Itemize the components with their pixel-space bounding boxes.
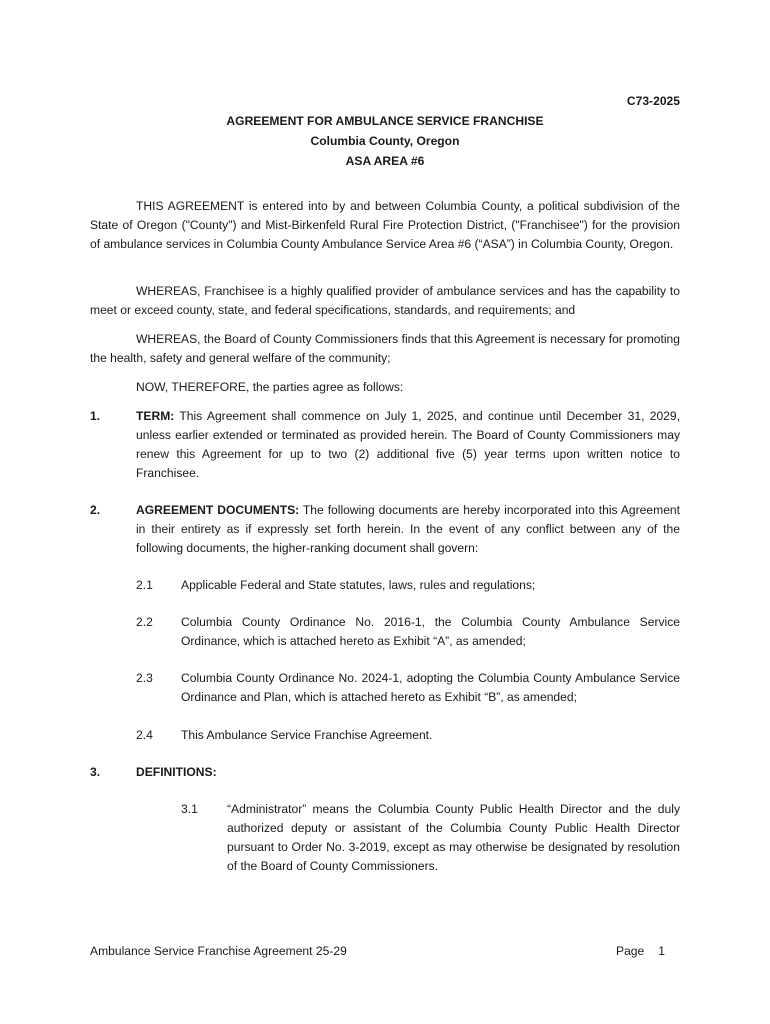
item-2-2-number: 2.2 — [136, 615, 153, 629]
agreement-title: AGREEMENT FOR AMBULANCE SERVICE FRANCHISE — [226, 114, 544, 128]
area-title: ASA AREA #6 — [345, 154, 425, 168]
section-2-heading: AGREEMENT DOCUMENTS: — [136, 503, 300, 517]
item-2-2-text: Columbia County Ordinance No. 2016-1, the Columbia County Ambulance Service Ordinance, which is attached hereto as Exhibit “A”, as amended; — [181, 615, 680, 648]
section-2-number: 2. — [90, 503, 101, 517]
footer-page — [616, 942, 665, 961]
item-2-4-text: This Ambulance Service Franchise Agreement. — [181, 728, 433, 742]
item-2-1-number: 2.1 — [136, 578, 153, 592]
section-2-body — [136, 501, 680, 558]
item-2-3-number: 2.3 — [136, 671, 153, 685]
county-title: Columbia County, Oregon — [310, 134, 460, 148]
item-2-4-number: 2.4 — [136, 728, 153, 742]
item-2-1-text: Applicable Federal and State statutes, laws, rules and regulations; — [181, 578, 536, 592]
page-number: 1 — [658, 944, 665, 958]
document-number: C73-2025 — [626, 94, 680, 108]
section-1-text: This Agreement shall commence on July 1, 2025, and continue until December 31, 2029, unless earlier extended or terminated as provided herein. The Board of County Commissioners may renew this Agreement for up to two (2) additional five (5) year terms upon written notice to Franchisee. — [136, 409, 680, 480]
section-1-body — [136, 407, 680, 483]
section-1-number: 1. — [90, 409, 101, 423]
intro-paragraph: THIS AGREEMENT is entered into by and between Columbia County, a political subdivision of the State of Oregon ("County") and Mist-Birkenfeld Rural Fire Protection District, ("Franchisee") for the provision of ambulance services in Columbia County Ambulance Service Area #6 (“ASA”) in Columbia County, Oregon. — [90, 199, 680, 251]
item-3-1-text: “Administrator” means the Columbia County Public Health Director and the duly authorized deputy or assistant of the Columbia County Public Health Director pursuant to Order No. 3-2019, except as may otherwise be designated by resolution of the Board of County Commissioners. — [227, 802, 680, 873]
section-2-text: The following documents are hereby incorporated into this Agreement in their entirety as if expressly set forth herein. In the event of any conflict between any of the following documents, the higher-ranking document shall govern: — [136, 503, 681, 555]
whereas-paragraph-2: WHEREAS, the Board of County Commissioners finds that this Agreement is necessary for promoting the health, safety and general welfare of the community; — [90, 332, 680, 365]
page-label: Page — [616, 944, 645, 958]
item-3-1-number: 3.1 — [181, 802, 198, 816]
whereas-paragraph-1: WHEREAS, Franchisee is a highly qualified provider of ambulance services and has the capability to meet or exceed county, state, and federal specifications, standards, and requirements; and — [90, 284, 680, 317]
footer-title: Ambulance Service Franchise Agreement 25-29 — [90, 944, 347, 958]
section-1-heading: TERM: — [136, 409, 175, 423]
section-3-number: 3. — [90, 765, 101, 779]
title-block — [0, 112, 770, 172]
section-3-heading: DEFINITIONS: — [136, 765, 217, 779]
therefore-paragraph: NOW, THEREFORE, the parties agree as follows: — [136, 380, 404, 394]
item-2-3-text: Columbia County Ordinance No. 2024-1, adopting the Columbia County Ambulance Service Ordinance and Plan, which is attached hereto as Exhibit “B”, as amended; — [181, 671, 680, 704]
